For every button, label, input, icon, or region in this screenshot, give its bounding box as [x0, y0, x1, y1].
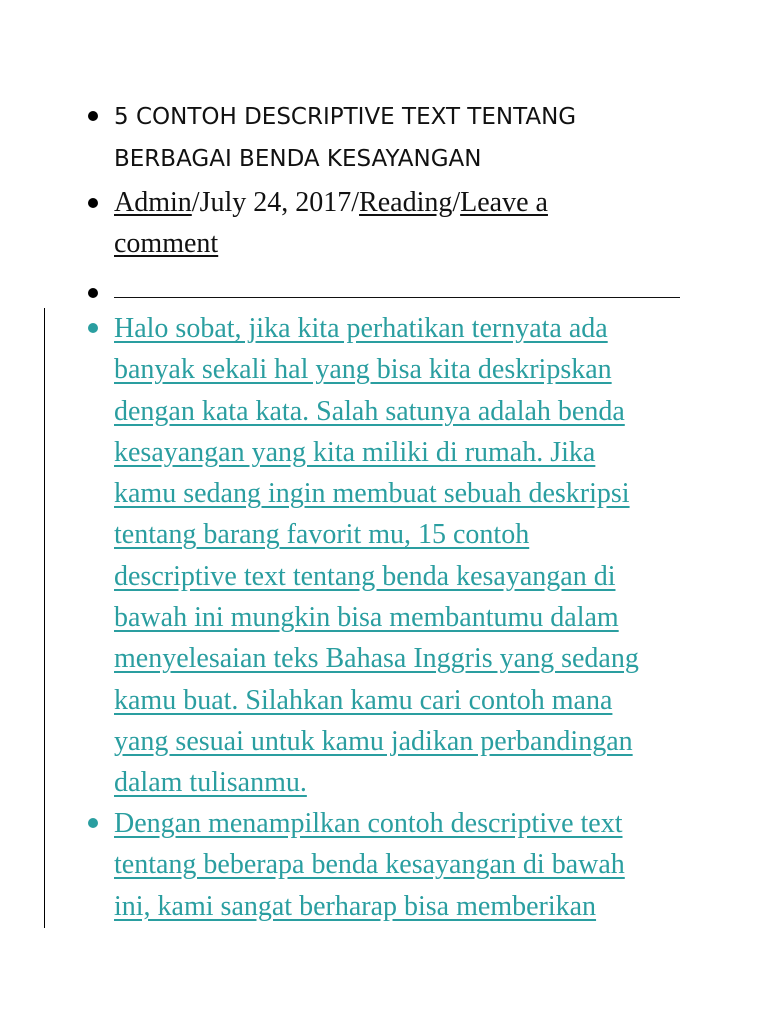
intro-paragraph[interactable] — [114, 308, 688, 804]
article-title-line: BERBAGAI BENDA KESAYANGAN — [114, 146, 482, 172]
paragraph-line[interactable]: kesayangan yang kita miliki di rumah. Jika — [114, 436, 596, 468]
paragraph-line[interactable]: tentang barang favorit mu, 15 contoh — [114, 519, 530, 551]
leave-comment-link[interactable]: comment — [114, 228, 219, 259]
post-meta — [114, 182, 688, 264]
divider-item — [88, 280, 688, 310]
paragraph-line[interactable]: yang sesuai untuk kamu jadikan perbandingan — [114, 725, 633, 757]
paragraph-line[interactable]: bawah ini mungkin bisa membantumu dalam — [114, 602, 619, 634]
meta-separator: / — [351, 187, 360, 218]
bullet-icon — [88, 818, 98, 828]
bullet-icon — [88, 111, 98, 121]
paragraph-line[interactable]: dengan kata kata. Salah satunya adalah benda — [114, 395, 625, 427]
meta-separator: / — [191, 187, 200, 218]
paragraph-line[interactable]: dalam tulisanmu. — [114, 767, 307, 799]
article-title — [114, 96, 688, 180]
category-link[interactable]: Reading — [359, 187, 453, 218]
horizontal-divider — [114, 297, 680, 298]
article-title-item — [88, 96, 688, 180]
paragraph-line[interactable]: Dengan menampilkan contoh descriptive text — [114, 808, 623, 839]
intro-paragraph-item[interactable] — [88, 308, 688, 804]
post-meta-item — [88, 182, 688, 264]
author-link[interactable]: Admin — [114, 187, 192, 218]
paragraph-line[interactable]: descriptive text tentang benda kesayangan di — [114, 560, 616, 592]
bullet-icon — [88, 323, 98, 333]
paragraph-line[interactable]: tentang beberapa benda kesayangan di bawah — [114, 849, 625, 881]
paragraph-line[interactable]: Halo sobat, jika kita perhatikan ternyata ada — [114, 313, 608, 344]
paragraph-line[interactable]: kamu buat. Silahkan kamu cari contoh mana — [114, 684, 613, 716]
meta-separator: / — [452, 187, 461, 218]
left-margin-rule — [44, 308, 45, 928]
second-paragraph[interactable] — [114, 803, 688, 927]
article-title-line: 5 CONTOH DESCRIPTIVE TEXT TENTANG — [114, 104, 577, 130]
bullet-icon — [88, 288, 98, 298]
leave-comment-link[interactable]: Leave a — [460, 187, 548, 218]
post-date: July 24, 2017 — [199, 187, 352, 218]
paragraph-line[interactable]: banyak sekali hal yang bisa kita deskripskan — [114, 354, 612, 386]
paragraph-line[interactable]: kamu sedang ingin membuat sebuah deskripsi — [114, 478, 630, 510]
paragraph-line[interactable]: ini, kami sangat berharap bisa memberikan — [114, 890, 597, 922]
paragraph-line[interactable]: menyelesaian teks Bahasa Inggris yang sedang — [114, 643, 639, 675]
bullet-icon — [88, 198, 98, 208]
second-paragraph-item[interactable] — [88, 803, 688, 927]
